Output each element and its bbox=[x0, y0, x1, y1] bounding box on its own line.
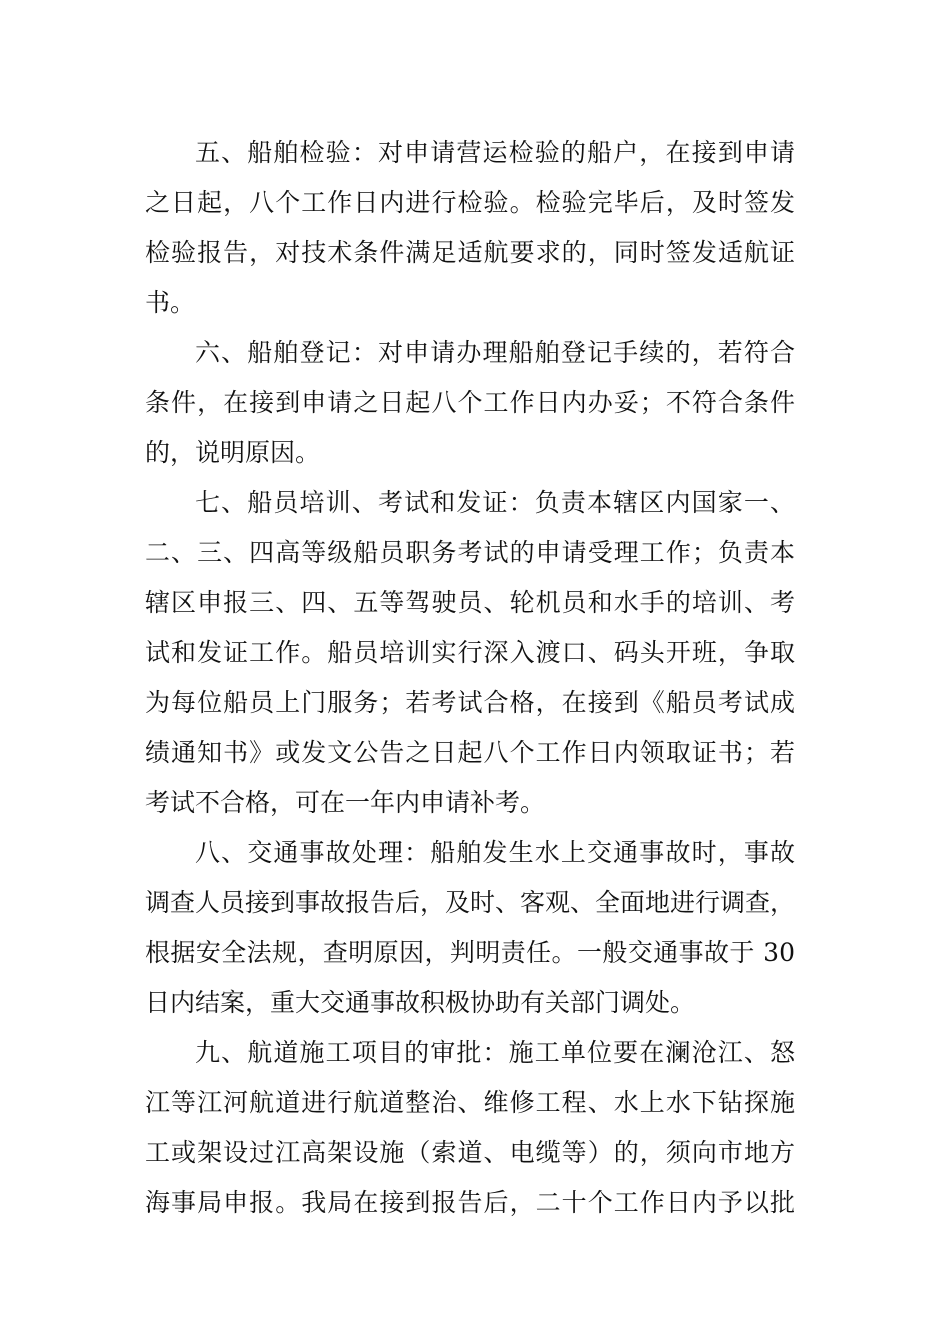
text-line: 调查人员接到事故报告后，及时、客观、全面地进行调查， bbox=[145, 888, 796, 917]
text-line: 辖区申报三、四、五等驾驶员、轮机员和水手的培训、考 bbox=[145, 588, 795, 617]
text-line: 工或架设过江高架设施（索道、电缆等）的，须向市地方 bbox=[145, 1138, 795, 1167]
text-line: 二、三、四高等级船员职务考试的申请受理工作；负责本 bbox=[145, 538, 795, 567]
text-line: 检验报告，对技术条件满足适航要求的，同时签发适航证 bbox=[145, 238, 795, 267]
text-line: 九、航道施工项目的审批：施工单位要在澜沧江、怒 bbox=[195, 1038, 795, 1067]
text-line: 八、交通事故处理：船舶发生水上交通事故时，事故 bbox=[195, 838, 795, 867]
text-line: 试和发证工作。船员培训实行深入渡口、码头开班，争取 bbox=[145, 638, 795, 667]
text-line: 七、船员培训、考试和发证：负责本辖区内国家一、 bbox=[195, 488, 795, 517]
text-line: 根据安全法规，查明原因，判明责任。一般交通事故于 30 bbox=[145, 938, 795, 967]
text-line: 江等江河航道进行航道整治、维修工程、水上水下钻探施 bbox=[145, 1088, 795, 1117]
paragraph-crew-training bbox=[145, 478, 795, 828]
text-line: 六、船舶登记：对申请办理船舶登记手续的，若符合 bbox=[195, 338, 795, 367]
paragraph-accident-handling bbox=[145, 828, 795, 1028]
text-line: 绩通知书》或发文公告之日起八个工作日内领取证书；若 bbox=[145, 738, 795, 767]
text-line: 日内结案，重大交通事故积极协助有关部门调处。 bbox=[145, 988, 696, 1017]
text-line: 海事局申报。我局在接到报告后，二十个工作日内予以批 bbox=[145, 1188, 795, 1217]
text-line: 书。 bbox=[145, 288, 196, 317]
text-line: 五、船舶检验：对申请营运检验的船户，在接到申请 bbox=[195, 138, 795, 167]
text-line: 考试不合格，可在一年内申请补考。 bbox=[145, 788, 546, 817]
text-line: 之日起，八个工作日内进行检验。检验完毕后，及时签发 bbox=[145, 188, 795, 217]
text-line: 的，说明原因。 bbox=[145, 438, 321, 467]
text-line: 条件，在接到申请之日起八个工作日内办妥；不符合条件 bbox=[145, 388, 795, 417]
paragraph-ship-inspection bbox=[145, 128, 795, 328]
text-line: 为每位船员上门服务；若考试合格，在接到《船员考试成 bbox=[145, 688, 795, 717]
document-body bbox=[145, 128, 795, 1228]
paragraph-waterway-approval bbox=[145, 1028, 795, 1228]
paragraph-ship-registration bbox=[145, 328, 795, 478]
